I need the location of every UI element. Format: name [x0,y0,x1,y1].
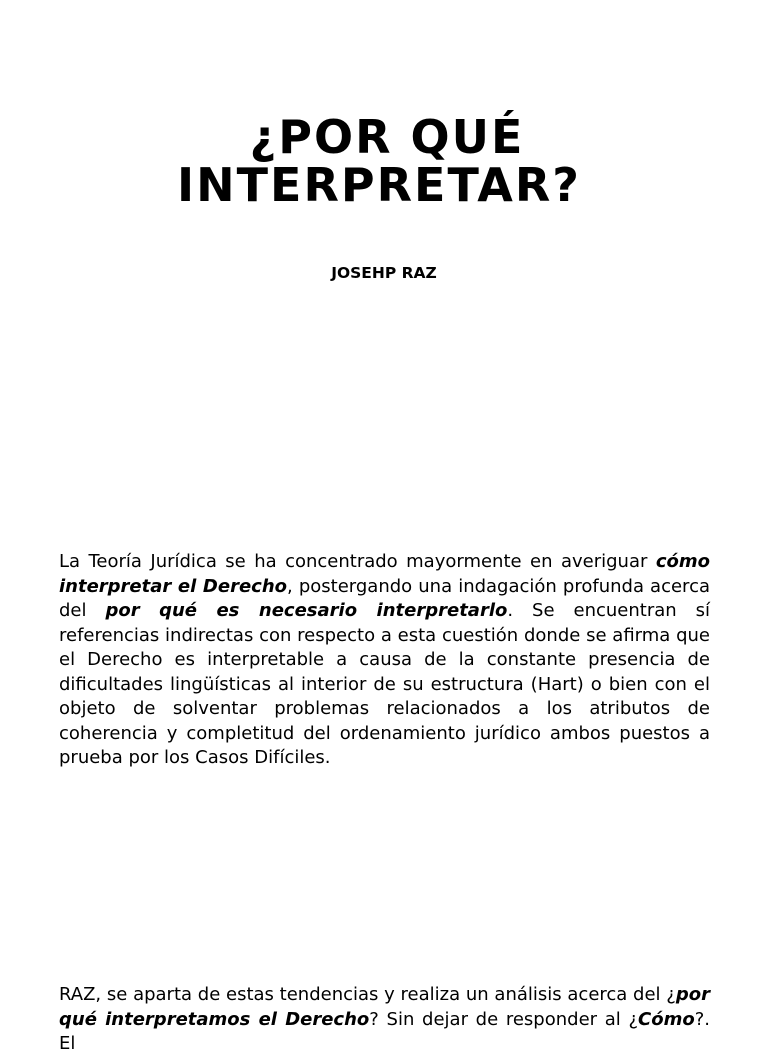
paragraph-2-text-2: ? Sin dejar de responder al ¿ [369,1008,639,1030]
paragraph-2-text-1: RAZ, se aparta de estas tendencias y realiza un análisis acerca del ¿ [59,984,676,1005]
title-line-2: INTERPRETAR? [177,158,581,212]
paragraph-1-emphasis-1: cómo interpretar el Derecho [59,551,710,597]
body-paragraph-1 [59,550,710,771]
paragraph-1-emphasis-2: por qué es necesario interpretarlo [105,600,508,621]
body-paragraph-2 [59,983,710,1057]
author-name: JOSEHP RAZ [331,264,437,282]
paragraph-2-emphasis-1: por qué interpretamos el Derecho [59,984,710,1030]
paragraph-2-text-3: ?. El [59,1008,710,1054]
paragraph-1-text-3: . Se encuentran sí referencias indirectas con respecto a esta cuestión donde se afirma que el Derecho es interpretable a causa de la constante presencia de dificultades lingüísticas al interior de su estructura (Hart) o bien con el objeto de solventar problemas relacionados a los atributos de coherencia y completitud del ordenamiento jurídico ambos puestos a prueba por los Casos Difíciles. [59,600,710,768]
paragraph-1-text-1: La Teoría Jurídica se ha concentrado mayormente en averiguar [59,551,656,572]
document-title [0,110,768,212]
title-line-1: ¿POR QUÉ [249,110,525,164]
paragraph-2-emphasis-2: Cómo [638,1008,695,1030]
paragraph-1-text-2: , postergando una indagación profunda acerca del [59,575,710,621]
